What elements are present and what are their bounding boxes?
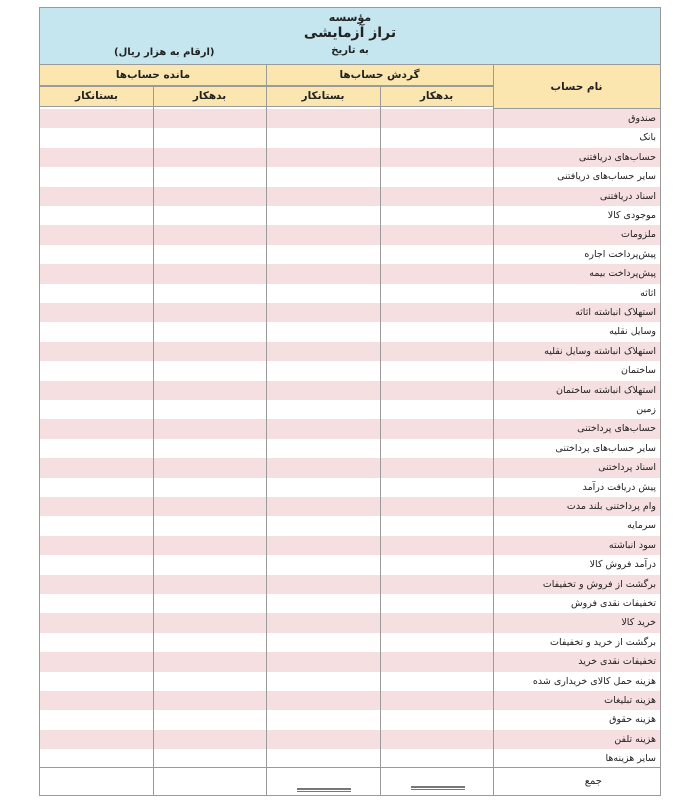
table-row [40,167,660,186]
table-row [40,322,660,341]
account-name: سود انباشته [608,539,656,551]
turnover-group-header: گردش حساب‌ها [266,65,493,86]
account-name: پیش‌پرداخت بیمه [589,268,656,280]
account-name: ملزومات [621,229,656,241]
account-name: برگشت از خرید و تخفیفات [550,636,656,648]
account-name: پیش دریافت درآمد [582,481,656,493]
account-name: ساختمان [621,365,656,377]
account-name: صندوق [628,113,656,124]
account-name: تخفیفات نقدی خرید [578,656,656,668]
table-row [40,439,660,458]
account-name: سایر هزینه‌ها [605,753,656,765]
subheader-divider [40,86,493,87]
table-row [40,730,660,749]
table-row [40,225,660,244]
account-name: هزینه تبلیغات [604,695,656,706]
account-name: تخفیفات نقدی فروش [571,598,656,609]
account-name: حساب‌های پرداختنی [577,423,656,435]
turnover-credit-total-rule [297,788,351,792]
col-divider-balance [153,86,154,796]
account-name: هزینه تلفن [614,733,656,745]
account-name: سایر حساب‌های پرداختنی [555,442,656,454]
title-band [40,8,660,65]
table-row [40,419,660,438]
table-row [40,478,660,497]
table-row [40,497,660,516]
trial-balance-sheet [39,7,661,796]
balance-credit-header: بستانکار [40,86,153,107]
table-row [40,672,660,691]
account-name: خرید کالا [621,617,656,629]
account-name: پیش‌پرداخت اجاره [584,248,656,260]
account-name: حساب‌های دریافتنی [578,151,656,163]
col-divider-name [493,65,494,796]
table-row [40,691,660,710]
table-row [40,749,660,768]
table-row [40,652,660,671]
account-name: وسایل نقلیه [609,326,656,338]
table-row [40,555,660,574]
account-name: هزینه حقوق [609,714,656,726]
account-name: سایر حساب‌های دریافتنی [557,171,656,183]
table-row [40,245,660,264]
account-name: استهلاک انباشته وسایل نقلیه [544,345,656,357]
account-name: درآمد فروش کالا [589,559,656,571]
table-row [40,536,660,555]
account-name: موجودی کالا [607,210,656,221]
turnover-debit-header: بدهکار [380,86,493,107]
date-label: به تاریخ [331,45,369,56]
account-name: سرمایه [627,520,656,532]
balance-group-header: مانده حساب‌ها [40,65,266,86]
account-name: استهلاک انباشته ساختمان [556,384,656,396]
table-row [40,575,660,594]
table-row [40,128,660,147]
table-row [40,109,660,128]
table-row [40,633,660,652]
table-row [40,187,660,206]
col-divider-groups [266,65,267,796]
account-name: اسناد پرداختنی [598,462,656,474]
table-row [40,148,660,167]
turnover-credit-header: بستانکار [266,86,380,107]
table-row [40,594,660,613]
account-name: وام پرداختنی بلند مدت [566,501,656,512]
account-name: بانک [639,132,656,144]
table-row [40,264,660,283]
table-row [40,400,660,419]
turnover-debit-total-rule [411,786,465,790]
table-row [40,613,660,632]
table-row [40,361,660,380]
account-name: استهلاک انباشته اثاثه [575,307,656,318]
unit-note: (ارقام به هزار ریال) [114,47,215,58]
table-row [40,516,660,535]
table-row [40,206,660,225]
total-row [493,768,660,796]
account-name-header: نام حساب [493,65,660,109]
total-label: جمع [584,776,602,787]
account-name: زمین [636,404,656,415]
table-row [40,284,660,303]
balance-debit-header: بدهکار [153,86,266,107]
account-name: هزینه حمل کالای خریداری شده [532,675,656,687]
institution-label: مؤسسه [328,11,372,24]
account-name: اثاثه [640,287,656,299]
table-row [40,458,660,477]
page-title: تراز آزمایشی [303,25,397,41]
account-name: برگشت از فروش و تخفیفات [542,578,656,590]
table-row [40,303,660,322]
table-row [40,342,660,361]
account-name: اسناد دریافتنی [599,190,656,202]
table-row [40,710,660,729]
col-divider-turnover [380,86,381,796]
table-row [40,381,660,400]
